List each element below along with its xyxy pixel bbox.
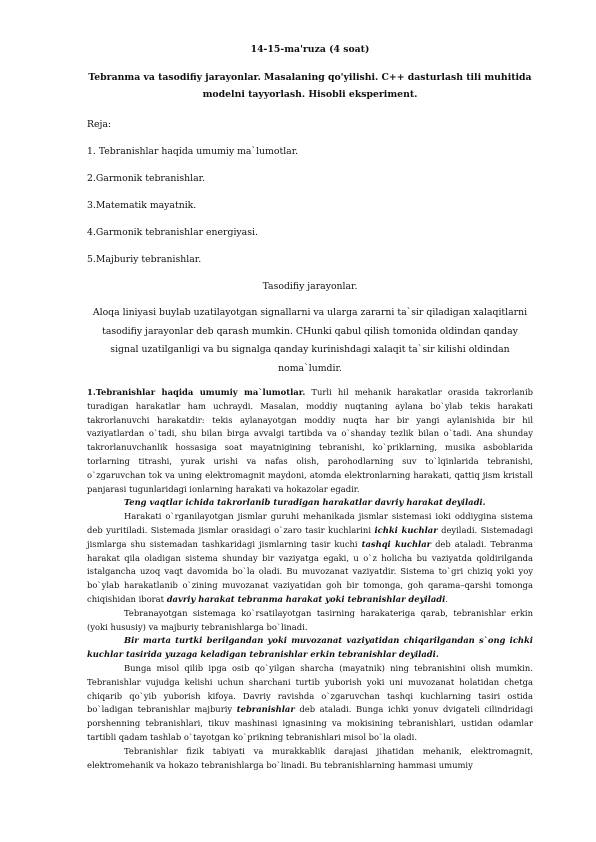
paragraph-3-text: deb ataladi. Tebranma harakat qila oladigan sistema shunday bir vaziyatga egaki, u o`z holicha bu vaziyatda qoldirilganda istalgancha uzoq vaqt davomida bo`la oladi. Bu muvozanat vaziyatdir. Sistema to`gri chiziq yoki yoy bo`ylab harakatlanib o`zining muvozanat vaziyatidan goh bir tomonga, goh qarama–qarshi tomonga chiqishidan iborat: [87, 538, 534, 604]
plan-item: 5.Majburiy tebranishlar.: [87, 254, 202, 265]
paragraph-1: [87, 386, 533, 496]
plan-item: 4.Garmonik tebranishlar energiyasi.: [87, 227, 258, 238]
paragraph-7: Tebranishlar fizik tabiyati va murakkablik darajasi jihatidan mehanik, elektromagnit, elektromehanik va hokazo tebranishlarga bo`linadi. Bu tebranishlarning hammasi umumiy: [87, 745, 533, 770]
paragraph-1-heading: 1.Tebranishlar haqida umumiy ma`lumotlar.: [87, 387, 306, 397]
definition-periodic: Teng vaqtlar ichida takrorlanib turadigan harakatlar davriy harakat deyiladi.: [124, 497, 486, 508]
term-internal-forces: ichki kuchlar: [374, 524, 438, 535]
section-subtitle: Tasodifiy jarayonlar.: [262, 281, 358, 292]
lecture-number: 14-15-ma'ruza (4 soat): [250, 44, 370, 55]
paragraph-3: [87, 510, 533, 607]
definition-free-oscillations: Bir marta turtki berilgandan yoki muvozanat vaziyatidan chiqarilgandan s`ong ichki kuchlar tasirida yuzaga keladigan tebranishlar erkin tebranishlar deyiladi.: [87, 635, 533, 660]
term-forced-oscillations: tebranishlar: [236, 704, 295, 715]
paragraph-3-text: deyiladi. Sistemadagi jismlarga shu sistemadan tashkaridagi jismlarning tasir kuchi: [87, 524, 533, 549]
paragraph-1-text: Turli hil mehanik harakatlar orasida takrorlanib turadigan harakatlar ham uchraydi. Masalan, moddiy nuqtaning aylana bo`ylab tekis harakati takrorlanuvchi harakatdir: tekis aylanayotgan moddiy nuqta har bir yangi aylanishida bir hil vaziyatlardan o`tadi, shu bilan birga avvalgi tartibda va o`shanday tezlik bilan o`tadi. Ana shunday takrorlanuvchanlik hossasiga soat mayatnigining tebranishi, ko`priklarning, musika asboblarida torlarning titrashi, yurak urishi va nafas olish, parohodlarning suv to`lqinlarida tebranishi, o`zgaruvchan tok va uning elektromagnit maydoni, atomda elektronlarning harakati, qattiq jism kristall panjarasi tugunlaridagi ionlarning harakati va hokazolar egadir.: [87, 387, 533, 494]
plan-label: Reja:: [87, 119, 112, 130]
section-intro: Aloqa liniyasi buylab uzatilayotgan signallarni va ularga zararni ta`sir qiladigan xalaqitlarni tasodifiy jarayonlar deb qarash mumkin. CHunki qabul qilish tomonida oldindan qanday signal uzatilganligi va bu signalga qanday kurinishdagi xalaqit ta`sir kilishi oldindan noma`lumdir.: [92, 307, 528, 374]
term-external-forces: tashqi kuchlar: [361, 538, 432, 549]
paragraph-4: Tebranayotgan sistemaga ko`rsatilayotgan tasirning harakateriga qarab, tebranishlar erkin (yoki hususiy) va majburiy tebranishlarga bo`linadi.: [87, 607, 533, 632]
plan-item: 3.Matematik mayatnik.: [87, 200, 197, 211]
paragraph-6: [87, 662, 533, 745]
paragraph-3-text: .: [445, 593, 448, 604]
term-oscillations: davriy harakat tebranma harakat yoki tebranishlar deyiladi: [166, 593, 446, 604]
paragraph-3-text: Harakati o`rganilayotgan jismlar guruhi mehanikada jismlar sistemasi ioki oddiygina sistema deb yuritiladi. Sistemada jismlar orasidagi o`zaro tasir kuchlarini: [87, 511, 533, 535]
lecture-topic: Tebranma va tasodifiy jarayonlar. Masalaning qo'yilishi. C++ dasturlash tili muhitida modelni tayyorlash. Hisobli eksperiment.: [88, 72, 532, 100]
paragraph-5: [87, 634, 533, 662]
paragraph-6-text: Bunga misol qilib ipga osib qo`yilgan sharcha (mayatnik) ning tebranishini olish mumkin. Tebranishlar vujudga kelishi uchun sharchani turtib yuborish yoki uni muvozanat holatidan chetga chiqarib qo`yib yuborish kifoya. Davriy ravishda o`zgaruvchan tashqi kuchlarning tasiri ostida bo`ladigan tebranishlar majburiy: [87, 662, 533, 715]
plan-item: 2.Garmonik tebranishlar.: [87, 173, 206, 184]
document-page: [87, 44, 533, 772]
paragraph-2: [87, 496, 533, 510]
paragraph-6-text: deb ataladi. Bunga ichki yonuv dvigateli cilindridagi porshenning tebranishlari, tikuv mashinasi ignasining va mokisining tebranishlari, ustidan odamlar tartibli qadam tashlab o`tayotgan ko`prikning tebranishlari misol bo`la oladi.: [87, 704, 533, 742]
plan-item: 1. Tebranishlar haqida umumiy ma`lumotlar.: [87, 146, 299, 157]
